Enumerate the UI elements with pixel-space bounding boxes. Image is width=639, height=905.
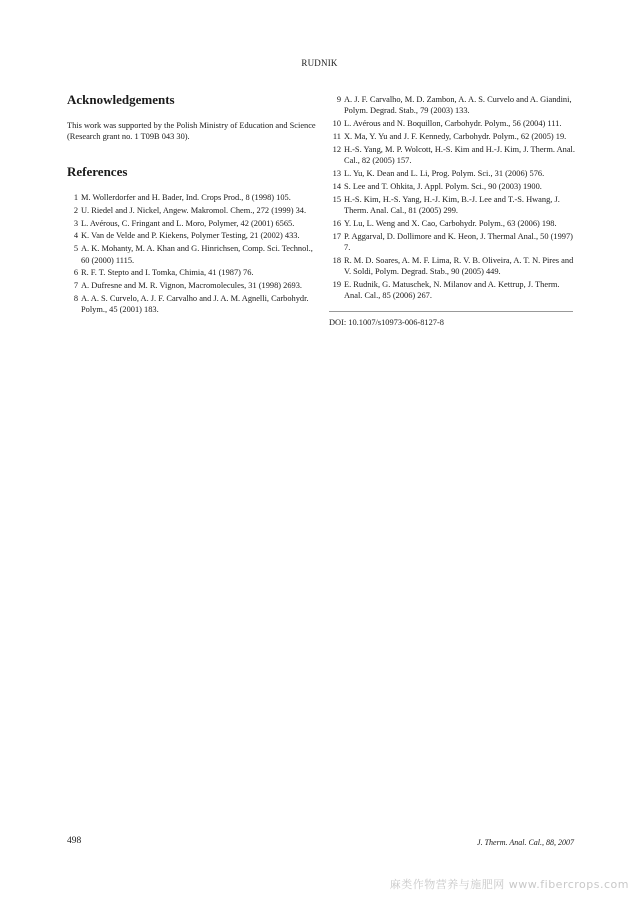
reference-number: 10 xyxy=(332,119,341,129)
reference-number: 2 xyxy=(73,205,78,215)
acknowledgements-text: This work was supported by the Polish Ministry of Education and Science (Research grant no. 1 T09B 043 30). xyxy=(67,121,316,141)
reference-number: 11 xyxy=(332,132,341,141)
reference-item xyxy=(329,194,575,217)
left-column xyxy=(67,92,317,317)
reference-item xyxy=(67,267,317,278)
reference-text: R. F. T. Stepto and I. Tomka, Chimia, 41 (1987) 76. xyxy=(81,268,254,278)
acknowledgements-heading: Acknowledgements xyxy=(67,92,175,107)
reference-text: L. Yu, K. Dean and L. Li, Prog. Polym. Sci., 31 (2006) 576. xyxy=(344,169,545,178)
reference-number: 14 xyxy=(332,181,341,191)
reference-number: 4 xyxy=(73,231,78,241)
reference-number: 17 xyxy=(332,231,341,241)
reference-text: H.-S. Kim, H.-S. Yang, H.-J. Kim, B.-J. Lee and T.-S. Hwang, J. Therm. Anal. Cal., 81 (2005) 299. xyxy=(344,194,560,215)
reference-text: X. Ma, Y. Yu and J. F. Kennedy, Carbohydr. Polym., 62 (2005) 19. xyxy=(344,132,567,141)
reference-item xyxy=(329,255,575,278)
reference-text: A. A. S. Curvelo, A. J. F. Carvalho and J. A. M. Agnelli, Carbohydr. Polym., 45 (2001) 183. xyxy=(81,293,309,315)
reference-number: 16 xyxy=(332,218,341,228)
reference-number: 7 xyxy=(73,281,78,291)
reference-item xyxy=(67,205,317,216)
reference-number: 8 xyxy=(73,293,78,303)
page-number: 498 xyxy=(67,836,82,846)
reference-list-left xyxy=(67,192,317,316)
reference-item xyxy=(329,94,575,117)
reference-item xyxy=(329,181,575,192)
reference-item xyxy=(329,279,575,302)
running-header: RUDNIK xyxy=(301,58,338,68)
reference-number: 12 xyxy=(332,144,341,154)
reference-text: A. J. F. Carvalho, M. D. Zambon, A. A. S. Curvelo and A. Giandini, Polym. Degrad. Stab., 79 (2003) 133. xyxy=(344,95,572,116)
watermark-text: 麻类作物营养与施肥网 www.fibercrops.com xyxy=(389,878,629,891)
reference-number: 6 xyxy=(73,268,78,278)
reference-text: M. Wollerdorfer and H. Bader, Ind. Crops Prod., 8 (1998) 105. xyxy=(81,193,291,202)
reference-item xyxy=(67,230,317,241)
references-heading: References xyxy=(67,164,128,179)
reference-item xyxy=(67,280,317,291)
reference-text: Y. Lu, L. Weng and X. Cao, Carbohydr. Polym., 63 (2006) 198. xyxy=(344,218,557,228)
reference-text: K. Van de Velde and P. Kiekens, Polymer Testing, 21 (2002) 433. xyxy=(81,231,300,241)
journal-citation: J. Therm. Anal. Cal., 88, 2007 xyxy=(477,838,574,847)
reference-text: L. Avérous, C. Fringant and L. Moro, Polymer, 42 (2001) 6565. xyxy=(81,218,295,228)
reference-item xyxy=(329,118,575,129)
reference-text: H.-S. Yang, M. P. Wolcott, H.-S. Kim and H.-J. Kim, J. Therm. Anal. Cal., 82 (2005) 157. xyxy=(344,144,575,166)
reference-text: E. Rudnik, G. Matuschek, N. Milanov and A. Kettrup, J. Therm. Anal. Cal., 85 (2006) 267. xyxy=(344,280,560,301)
reference-item xyxy=(67,293,317,316)
reference-number: 5 xyxy=(73,244,78,254)
reference-item xyxy=(329,218,575,229)
reference-number: 1 xyxy=(73,193,78,202)
reference-item xyxy=(67,218,317,229)
reference-text: R. M. D. Soares, A. M. F. Lima, R. V. B. Oliveira, A. T. N. Pires and V. Soldi, Polym. Degrad. Stab., 90 (2005) 449. xyxy=(344,255,574,277)
reference-number: 15 xyxy=(332,194,341,204)
reference-item xyxy=(329,231,575,254)
reference-text: P. Aggarval, D. Dollimore and K. Heon, J. Thermal Anal., 50 (1997) 7. xyxy=(344,231,573,252)
right-column xyxy=(329,94,575,328)
reference-text: L. Avérous and N. Boquillon, Carbohydr. Polym., 56 (2004) 111. xyxy=(344,119,562,129)
reference-text: A. K. Mohanty, M. A. Khan and G. Hinrichsen, Comp. Sci. Technol., 60 (2000) 1115. xyxy=(81,244,313,265)
doi-text: DOI: 10.1007/s10973-006-8127-8 xyxy=(329,317,444,327)
reference-item xyxy=(329,144,575,167)
reference-item xyxy=(329,168,575,179)
reference-text: S. Lee and T. Ohkita, J. Appl. Polym. Sci., 90 (2003) 1900. xyxy=(344,181,542,191)
reference-item xyxy=(329,131,575,142)
reference-item xyxy=(67,192,317,203)
doi-divider xyxy=(329,311,573,312)
reference-text: A. Dufresne and M. R. Vignon, Macromolecules, 31 (1998) 2693. xyxy=(81,281,303,291)
reference-item xyxy=(67,243,317,266)
reference-number: 3 xyxy=(73,218,78,228)
reference-number: 19 xyxy=(332,280,341,289)
reference-list-right xyxy=(329,94,575,302)
reference-number: 13 xyxy=(332,169,341,178)
reference-number: 9 xyxy=(336,95,341,104)
reference-number: 18 xyxy=(332,255,341,265)
reference-text: U. Riedel and J. Nickel, Angew. Makromol. Chem., 272 (1999) 34. xyxy=(81,205,307,215)
